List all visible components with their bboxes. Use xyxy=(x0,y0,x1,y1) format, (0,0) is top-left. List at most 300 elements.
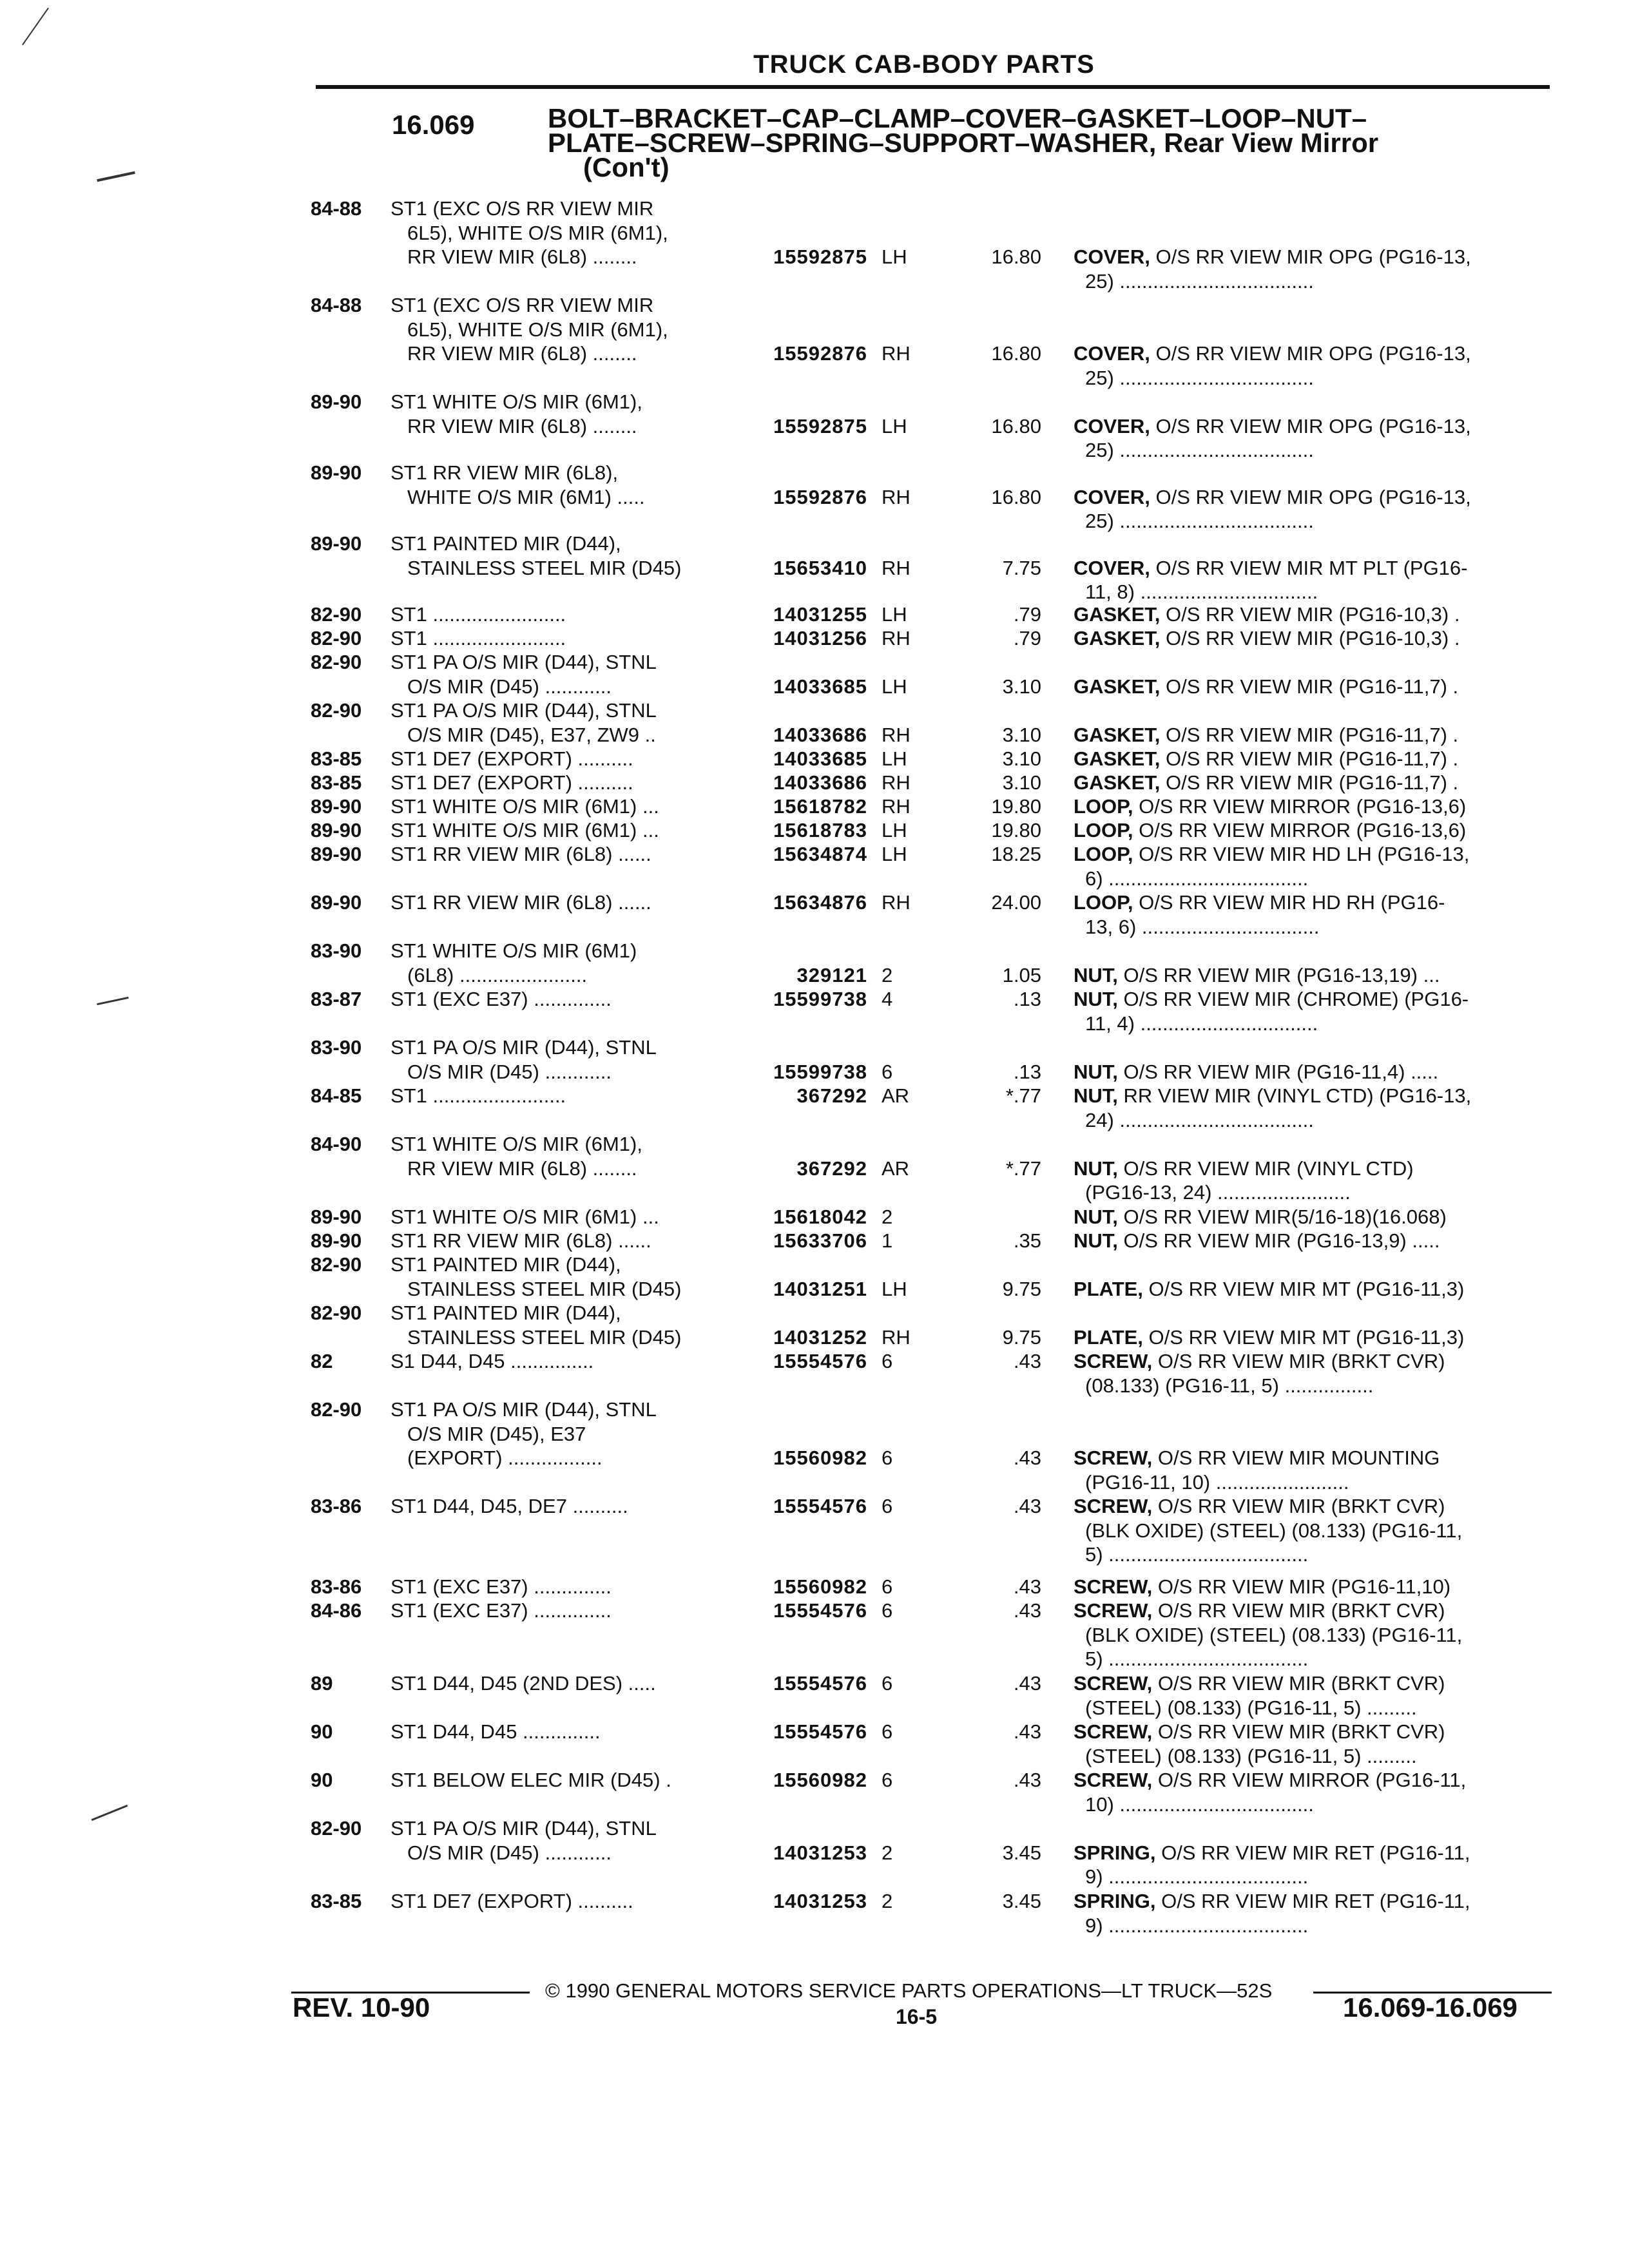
usage-line: STAINLESS STEEL MIR (D45) xyxy=(407,1325,682,1349)
part-name-continuation: (BLK OXIDE) (STEEL) (08.133) (PG16-11, xyxy=(1085,1519,1463,1542)
usage-line: ST1 PA O/S MIR (D44), STNL xyxy=(390,1036,657,1059)
usage-line: ST1 ........................ xyxy=(390,1084,566,1107)
price: 9.75 xyxy=(1002,1277,1041,1300)
usage-line: ST1 PA O/S MIR (D44), STNL xyxy=(390,1817,657,1840)
part-name-text: O/S RR VIEW MIR MT (PG16-11,3) xyxy=(1142,1325,1465,1349)
model-year: 84-86 xyxy=(311,1599,362,1622)
quantity: 6 xyxy=(882,1575,893,1598)
price: .79 xyxy=(1013,603,1041,626)
usage-description xyxy=(390,939,751,987)
quantity: 2 xyxy=(882,1206,893,1228)
part-number: 15634876 xyxy=(773,891,867,914)
usage-line: RR VIEW MIR (6L8) ........ xyxy=(407,342,637,365)
usage-line: ST1 (EXC E37) .............. xyxy=(390,1599,612,1622)
part-number: 15618783 xyxy=(773,819,867,841)
price: .43 xyxy=(1013,1495,1041,1517)
part-name-continuation: (PG16-13, 24) ........................ xyxy=(1085,1181,1351,1204)
quantity: 6 xyxy=(882,1495,893,1517)
part-number: 329121 xyxy=(796,963,867,986)
part-name xyxy=(1074,771,1550,795)
model-year: 89-90 xyxy=(311,1206,362,1228)
model-year: 82-90 xyxy=(311,1302,362,1324)
part-number: 15554576 xyxy=(773,1350,867,1372)
part-name xyxy=(1074,963,1550,988)
part-name-keyword: SCREW, xyxy=(1074,1599,1153,1622)
quantity: RH xyxy=(882,627,911,649)
price: 3.45 xyxy=(1002,1890,1041,1912)
part-name xyxy=(1074,1277,1550,1302)
part-name-text: O/S RR VIEW MIR (PG16-10,3) . xyxy=(1160,603,1460,626)
usage-line: STAINLESS STEEL MIR (D45) xyxy=(407,556,682,579)
part-name xyxy=(1074,842,1550,890)
part-name-keyword: LOOP, xyxy=(1074,795,1133,818)
part-name-text: O/S RR VIEW MIR (PG16-13,19) ... xyxy=(1117,963,1440,986)
quantity: 6 xyxy=(882,1769,893,1791)
quantity: 6 xyxy=(882,1350,893,1372)
usage-description xyxy=(390,1253,751,1301)
usage-description xyxy=(390,1398,751,1470)
part-name-keyword: SCREW, xyxy=(1074,1672,1153,1695)
quantity: LH xyxy=(882,843,907,865)
usage-line: ST1 WHITE O/S MIR (6M1), xyxy=(390,1133,642,1155)
part-name-text: O/S RR VIEW MIR OPG (PG16-13, xyxy=(1150,342,1471,365)
usage-description xyxy=(390,1494,751,1519)
usage-line: ST1 DE7 (EXPORT) .......... xyxy=(390,771,633,794)
part-name-keyword: COVER, xyxy=(1074,485,1150,508)
quantity: RH xyxy=(882,342,911,365)
part-name-keyword: NUT, xyxy=(1074,1157,1118,1180)
model-year: 82-90 xyxy=(311,627,362,649)
usage-line: ST1 (EXC E37) .............. xyxy=(390,1575,612,1598)
usage-description xyxy=(390,1132,751,1180)
part-number: 14031253 xyxy=(773,1841,867,1864)
part-number: 15618782 xyxy=(773,795,867,818)
part-name-keyword: GASKET, xyxy=(1074,723,1161,746)
usage-description xyxy=(390,1349,751,1374)
model-year: 89 xyxy=(311,1672,333,1695)
usage-line: WHITE O/S MIR (6M1) ..... xyxy=(407,485,645,508)
part-name xyxy=(1074,1575,1550,1599)
usage-description xyxy=(390,818,751,843)
usage-description xyxy=(390,794,751,819)
usage-description xyxy=(390,890,751,915)
part-name xyxy=(1074,1229,1550,1253)
quantity: 2 xyxy=(882,1841,893,1864)
usage-description xyxy=(390,698,751,747)
model-year: 82-90 xyxy=(311,1817,362,1840)
price: .13 xyxy=(1013,1060,1041,1083)
price: .43 xyxy=(1013,1599,1041,1622)
model-year: 84-88 xyxy=(311,197,362,220)
part-name-text: O/S RR VIEW MIR (BRKT CVR) xyxy=(1152,1350,1445,1372)
part-name-text: O/S RR VIEW MIR OPG (PG16-13, xyxy=(1150,245,1471,268)
part-name-keyword: LOOP, xyxy=(1074,891,1133,914)
part-name-text: O/S RR VIEW MIR (PG16-10,3) . xyxy=(1160,627,1460,649)
model-year: 89-90 xyxy=(311,843,362,865)
part-name-text: O/S RR VIEW MIR MT PLT (PG16- xyxy=(1150,556,1468,579)
usage-description xyxy=(390,1084,751,1108)
usage-description xyxy=(390,771,751,795)
part-name-text: O/S RR VIEW MIR (PG16-11,10) xyxy=(1152,1575,1451,1598)
quantity: LH xyxy=(882,245,907,268)
part-name-keyword: SCREW, xyxy=(1074,1350,1153,1372)
usage-description xyxy=(390,1575,751,1599)
price: 16.80 xyxy=(991,245,1041,268)
usage-line: O/S MIR (D45), E37, ZW9 .. xyxy=(407,723,656,746)
price: .43 xyxy=(1013,1769,1041,1791)
price: *.77 xyxy=(1005,1084,1041,1107)
usage-line: ST1 WHITE O/S MIR (6M1), xyxy=(390,390,642,413)
usage-line: ST1 WHITE O/S MIR (6M1) xyxy=(390,939,637,962)
part-name-continuation: 25) ................................... xyxy=(1085,510,1314,532)
quantity: LH xyxy=(882,675,907,698)
part-name-text: O/S RR VIEW MIR HD RH (PG16- xyxy=(1133,891,1445,914)
usage-description xyxy=(390,532,751,580)
part-name-text: O/S RR VIEW MIR (BRKT CVR) xyxy=(1152,1599,1445,1622)
model-year: 82-90 xyxy=(311,651,362,673)
part-name-text: O/S RR VIEW MIR RET (PG16-11, xyxy=(1155,1841,1470,1864)
part-number: 15554576 xyxy=(773,1672,867,1695)
price: 19.80 xyxy=(991,795,1041,818)
part-name-text: O/S RR VIEW MIRROR (PG16-13,6) xyxy=(1133,795,1467,818)
quantity: 6 xyxy=(882,1060,893,1083)
part-number: 14033686 xyxy=(773,723,867,746)
part-number: 14031255 xyxy=(773,603,867,626)
part-name xyxy=(1074,987,1550,1035)
part-number: 15554576 xyxy=(773,1599,867,1622)
part-number: 367292 xyxy=(796,1157,867,1180)
price: 1.05 xyxy=(1002,963,1041,986)
footer-page-number: 16-5 xyxy=(896,2005,938,2028)
footer-section-range: 16.069-16.069 xyxy=(1343,1992,1518,2023)
part-name-continuation: (08.133) (PG16-11, 5) ................ xyxy=(1085,1374,1374,1397)
usage-line: 6L5), WHITE O/S MIR (6M1), xyxy=(407,318,668,341)
section-title-line2: PLATE–SCREW–SPRING–SUPPORT–WASHER, xyxy=(548,128,1157,158)
usage-line: O/S MIR (D45) ............ xyxy=(407,1841,612,1864)
part-name xyxy=(1074,1494,1550,1567)
price: .43 xyxy=(1013,1575,1041,1598)
part-name-keyword: NUT, xyxy=(1074,1206,1118,1228)
part-name-continuation: 9) .................................... xyxy=(1085,1914,1309,1937)
part-name-keyword: NUT, xyxy=(1074,1084,1118,1107)
section-title-cont: (Con't) xyxy=(583,152,670,182)
quantity: 6 xyxy=(882,1672,893,1695)
model-year: 82 xyxy=(311,1350,333,1372)
part-number: 367292 xyxy=(796,1084,867,1107)
part-name-keyword: GASKET, xyxy=(1074,675,1161,698)
part-name-keyword: GASKET, xyxy=(1074,747,1161,770)
part-name xyxy=(1074,818,1550,843)
footer-revision: REV. 10-90 xyxy=(293,1992,430,2023)
part-name xyxy=(1074,626,1550,651)
part-number: 15554576 xyxy=(773,1495,867,1517)
part-number: 15560982 xyxy=(773,1446,867,1469)
part-number: 15592876 xyxy=(773,485,867,508)
quantity: 6 xyxy=(882,1446,893,1469)
usage-description xyxy=(390,1035,751,1084)
section-title xyxy=(548,103,1379,182)
usage-description xyxy=(390,602,751,627)
model-year: 84-90 xyxy=(311,1133,362,1155)
part-number: 14031251 xyxy=(773,1277,867,1300)
part-number: 15560982 xyxy=(773,1769,867,1791)
quantity: AR xyxy=(882,1084,910,1107)
usage-description xyxy=(390,626,751,651)
model-year: 84-88 xyxy=(311,294,362,316)
part-number: 15633706 xyxy=(773,1229,867,1252)
part-number: 14033685 xyxy=(773,675,867,698)
part-name-text: O/S RR VIEW MIR RET (PG16-11, xyxy=(1155,1890,1470,1912)
part-name-keyword: NUT, xyxy=(1074,1229,1118,1252)
price: .43 xyxy=(1013,1446,1041,1469)
model-year: 83-85 xyxy=(311,1890,362,1912)
part-name-keyword: NUT, xyxy=(1074,1060,1118,1083)
part-name xyxy=(1074,1325,1550,1350)
part-number: 15554576 xyxy=(773,1720,867,1743)
part-name xyxy=(1074,1889,1550,1937)
usage-description xyxy=(390,747,751,771)
model-year: 82-90 xyxy=(311,1253,362,1276)
usage-line: ST1 ........................ xyxy=(390,603,566,626)
part-number: 14033685 xyxy=(773,747,867,770)
part-name xyxy=(1074,341,1550,390)
part-name-text: O/S RR VIEW MIR (VINYL CTD) xyxy=(1117,1157,1414,1180)
page-header xyxy=(0,50,1629,79)
part-name-text: O/S RR VIEW MIR (BRKT CVR) xyxy=(1152,1720,1445,1743)
part-name-text: O/S RR VIEW MIR OPG (PG16-13, xyxy=(1150,414,1471,437)
part-name-keyword: SPRING, xyxy=(1074,1890,1156,1912)
quantity: RH xyxy=(882,771,911,794)
model-year: 89-90 xyxy=(311,390,362,413)
part-name-text: O/S RR VIEW MIR (BRKT CVR) xyxy=(1152,1495,1445,1517)
usage-line: RR VIEW MIR (6L8) ........ xyxy=(407,414,637,437)
part-name-keyword: NUT, xyxy=(1074,988,1118,1010)
usage-line: ST1 WHITE O/S MIR (6M1) ... xyxy=(390,1206,659,1228)
quantity: LH xyxy=(882,603,907,626)
part-name xyxy=(1074,1768,1550,1816)
usage-description xyxy=(390,1599,751,1623)
part-name xyxy=(1074,414,1550,463)
part-name xyxy=(1074,794,1550,819)
part-name-keyword: SCREW, xyxy=(1074,1446,1153,1469)
usage-line: ST1 RR VIEW MIR (6L8), xyxy=(390,461,619,484)
price: 3.10 xyxy=(1002,771,1041,794)
part-name xyxy=(1074,602,1550,627)
part-name xyxy=(1074,1599,1550,1671)
quantity: RH xyxy=(882,891,911,914)
part-name xyxy=(1074,556,1550,604)
usage-description xyxy=(390,650,751,698)
part-name xyxy=(1074,1720,1550,1768)
part-name-text: O/S RR VIEW MIR (PG16-11,7) . xyxy=(1160,771,1459,794)
usage-line: ST1 PAINTED MIR (D44), xyxy=(390,1253,621,1276)
part-number: 15618042 xyxy=(773,1206,867,1228)
quantity: 2 xyxy=(882,1890,893,1912)
price: *.77 xyxy=(1005,1157,1041,1180)
price: 18.25 xyxy=(991,843,1041,865)
usage-description xyxy=(390,293,751,366)
usage-line: ST1 RR VIEW MIR (6L8) ...... xyxy=(390,843,651,865)
part-name xyxy=(1074,245,1550,293)
usage-line: (EXPORT) ................. xyxy=(407,1446,602,1469)
section-title-line1: BOLT–BRACKET–CAP–CLAMP–COVER–GASKET–LOOP–NUT– xyxy=(548,103,1367,133)
price: 7.75 xyxy=(1002,556,1041,579)
part-name-keyword: GASKET, xyxy=(1074,771,1161,794)
part-name-keyword: LOOP, xyxy=(1074,843,1133,865)
part-name xyxy=(1074,890,1550,939)
scan-mark xyxy=(22,8,49,45)
usage-line: ST1 RR VIEW MIR (6L8) ...... xyxy=(390,891,651,914)
quantity: 1 xyxy=(882,1229,893,1252)
part-name-continuation: 13, 6) ................................ xyxy=(1085,915,1320,938)
part-name-text: O/S RR VIEW MIRROR (PG16-11, xyxy=(1152,1769,1467,1791)
part-name-text: O/S RR VIEW MIR (PG16-11,4) ..... xyxy=(1117,1060,1439,1083)
part-name-keyword: SCREW, xyxy=(1074,1575,1153,1598)
part-name-keyword: COVER, xyxy=(1074,342,1150,365)
part-name-keyword: SCREW, xyxy=(1074,1769,1153,1791)
model-year: 90 xyxy=(311,1769,333,1791)
usage-line: S1 D44, D45 ............... xyxy=(390,1350,594,1372)
part-name-text: O/S RR VIEW MIR (PG16-11,7) . xyxy=(1160,747,1459,770)
price: 9.75 xyxy=(1002,1325,1041,1349)
usage-line: ST1 D44, D45 (2ND DES) ..... xyxy=(390,1672,656,1695)
part-name-continuation: 6) .................................... xyxy=(1085,867,1309,890)
usage-line: ST1 RR VIEW MIR (6L8) ...... xyxy=(390,1229,651,1252)
usage-description xyxy=(390,1768,751,1792)
price: 3.45 xyxy=(1002,1841,1041,1864)
quantity: 4 xyxy=(882,988,893,1010)
usage-line: ST1 WHITE O/S MIR (6M1) ... xyxy=(390,795,659,818)
part-number: 15599738 xyxy=(773,1060,867,1083)
part-name-continuation: (STEEL) (08.133) (PG16-11, 5) ......... xyxy=(1085,1744,1417,1767)
part-number: 14031252 xyxy=(773,1325,867,1349)
usage-line: ST1 (EXC O/S RR VIEW MIR xyxy=(390,197,654,220)
usage-line: RR VIEW MIR (6L8) ........ xyxy=(407,245,637,268)
model-year: 82-90 xyxy=(311,603,362,626)
price: 3.10 xyxy=(1002,723,1041,746)
usage-line: O/S MIR (D45) ............ xyxy=(407,1060,612,1083)
usage-description xyxy=(390,461,751,509)
part-name xyxy=(1074,1841,1550,1889)
price: 16.80 xyxy=(991,485,1041,508)
usage-line: (6L8) ....................... xyxy=(407,963,588,986)
quantity: 6 xyxy=(882,1720,893,1743)
quantity: 2 xyxy=(882,963,893,986)
part-name-keyword: PLATE, xyxy=(1074,1277,1143,1300)
model-year: 89-90 xyxy=(311,1229,362,1252)
part-name xyxy=(1074,1205,1550,1229)
part-name-continuation: (PG16-11, 10) ........................ xyxy=(1085,1470,1349,1494)
usage-line: ST1 PAINTED MIR (D44), xyxy=(390,1302,621,1324)
part-name-keyword: LOOP, xyxy=(1074,819,1133,841)
model-year: 89-90 xyxy=(311,461,362,484)
usage-line: ST1 D44, D45, DE7 .......... xyxy=(390,1495,628,1517)
part-name-continuation: 24) ................................... xyxy=(1085,1108,1314,1131)
part-name xyxy=(1074,675,1550,699)
part-name-text: O/S RR VIEW MIR (PG16-11,7) . xyxy=(1160,723,1459,746)
part-name-text: O/S RR VIEW MIR (PG16-13,9) ..... xyxy=(1117,1229,1440,1252)
part-name-continuation: 11, 8) ................................ xyxy=(1085,581,1318,603)
part-name-text: O/S RR VIEW MIR (BRKT CVR) xyxy=(1152,1672,1445,1695)
price: .13 xyxy=(1013,988,1041,1010)
part-name-continuation: 25) ................................... xyxy=(1085,366,1314,389)
part-number: 15592876 xyxy=(773,342,867,365)
model-year: 84-85 xyxy=(311,1084,362,1107)
part-name-keyword: SCREW, xyxy=(1074,1495,1153,1517)
part-number: 15653410 xyxy=(773,556,867,579)
usage-description xyxy=(390,197,751,269)
model-year: 89-90 xyxy=(311,795,362,818)
usage-description xyxy=(390,987,751,1012)
header-rule xyxy=(316,85,1550,89)
quantity: RH xyxy=(882,795,911,818)
part-name-keyword: COVER, xyxy=(1074,556,1150,579)
part-name xyxy=(1074,1671,1550,1720)
model-year: 83-86 xyxy=(311,1495,362,1517)
price: 16.80 xyxy=(991,342,1041,365)
usage-line: ST1 WHITE O/S MIR (6M1) ... xyxy=(390,819,659,841)
part-name-keyword: SPRING, xyxy=(1074,1841,1156,1864)
price: 16.80 xyxy=(991,414,1041,437)
scan-mark xyxy=(97,171,135,182)
usage-line: ST1 PAINTED MIR (D44), xyxy=(390,532,621,555)
usage-line: ST1 D44, D45 .............. xyxy=(390,1720,601,1743)
quantity: LH xyxy=(882,819,907,841)
part-name xyxy=(1074,1060,1550,1084)
part-name xyxy=(1074,747,1550,771)
quantity: RH xyxy=(882,723,911,746)
usage-line: O/S MIR (D45), E37 xyxy=(407,1422,586,1445)
scan-mark xyxy=(97,997,129,1005)
usage-line: ST1 (EXC E37) .............. xyxy=(390,988,612,1010)
part-name-keyword: COVER, xyxy=(1074,245,1150,268)
usage-line: ST1 PA O/S MIR (D44), STNL xyxy=(390,651,657,673)
part-number: 15560982 xyxy=(773,1575,867,1598)
usage-line: O/S MIR (D45) ............ xyxy=(407,675,612,698)
quantity: AR xyxy=(882,1157,910,1180)
part-name-keyword: GASKET, xyxy=(1074,603,1161,626)
quantity: RH xyxy=(882,556,911,579)
model-year: 83-86 xyxy=(311,1575,362,1598)
model-year: 83-85 xyxy=(311,771,362,794)
usage-line: ST1 (EXC O/S RR VIEW MIR xyxy=(390,294,654,316)
part-name-text: O/S RR VIEW MIR MT (PG16-11,3) xyxy=(1142,1277,1465,1300)
section-number: 16.069 xyxy=(392,110,475,140)
part-name-keyword: SCREW, xyxy=(1074,1720,1153,1743)
part-name xyxy=(1074,485,1550,533)
part-name-continuation: 11, 4) ................................ xyxy=(1085,1012,1318,1035)
section-title-suffix: Rear View Mirror xyxy=(1164,128,1379,158)
part-name-text: RR VIEW MIR (VINYL CTD) (PG16-13, xyxy=(1117,1084,1472,1107)
usage-line: ST1 BELOW ELEC MIR (D45) . xyxy=(390,1769,671,1791)
quantity: LH xyxy=(882,747,907,770)
part-name xyxy=(1074,1084,1550,1132)
scan-mark xyxy=(92,1805,128,1821)
quantity: RH xyxy=(882,485,911,508)
part-name-continuation: (BLK OXIDE) (STEEL) (08.133) (PG16-11, xyxy=(1085,1623,1463,1646)
part-name-continuation: 5) .................................... xyxy=(1085,1648,1309,1670)
usage-line: ST1 PA O/S MIR (D44), STNL xyxy=(390,1398,657,1421)
part-name-keyword: NUT, xyxy=(1074,963,1118,986)
part-name-text: O/S RR VIEW MIR (PG16-11,7) . xyxy=(1160,675,1459,698)
part-number: 15634874 xyxy=(773,843,867,865)
part-name-continuation: 25) ................................... xyxy=(1085,269,1314,293)
part-name-keyword: COVER, xyxy=(1074,414,1150,437)
price: .79 xyxy=(1013,627,1041,649)
usage-line: ST1 ........................ xyxy=(390,627,566,649)
usage-description xyxy=(390,1720,751,1744)
part-name-text: O/S RR VIEW MIR (CHROME) (PG16- xyxy=(1117,988,1469,1010)
